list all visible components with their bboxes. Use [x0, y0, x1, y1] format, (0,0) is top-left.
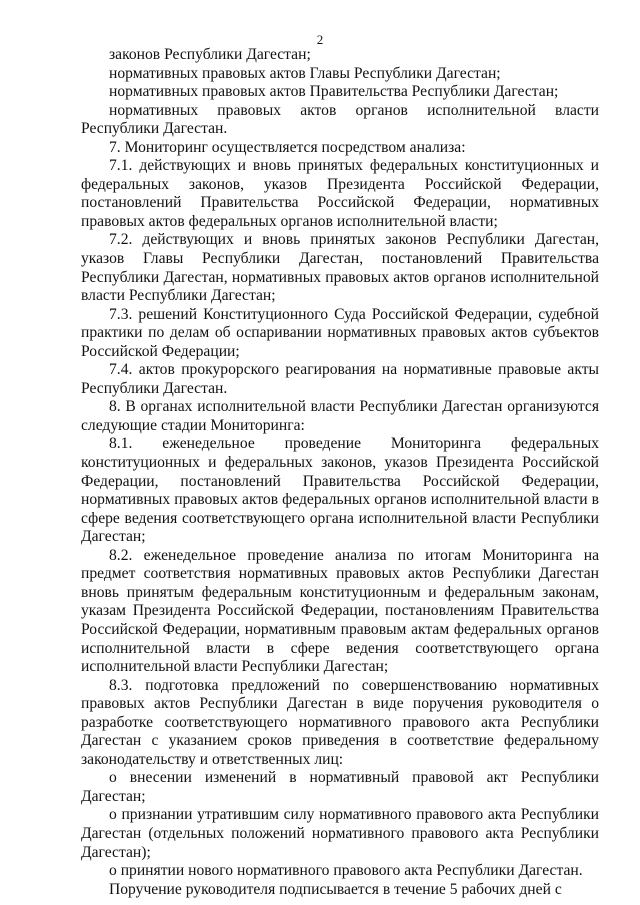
paragraph-amendments: о внесении изменений в нормативный правовой акт Республики Дагестан; — [81, 769, 599, 805]
paragraph-7: 7. Мониторинг осуществляется посредством анализа: — [109, 138, 466, 156]
paragraph-invalidation: о признании утратившим силу нормативного правового акта Республики Дагестан (отдельных положений нормативного правового акта Республики Дагестан); — [81, 806, 599, 861]
paragraph-order-signing: Поручение руководителя подписывается в течение 5 рабочих дней с — [109, 880, 562, 898]
paragraph-8-3: 8.3. подготовка предложений по совершенствованию нормативных правовых актов Республики Дагестан в виде поручения руководителя о разработке соответствующего нормативного правового акта Республики Дагестан с указанием сроков приведения в соответствие федеральному законодательству и ответственных лиц: — [81, 676, 599, 768]
paragraph-8-1: 8.1. еженедельное проведение Мониторинга федеральных конституционных и федеральных законов, указов Президента Российской Федерации, постановлений Правительства Российской Федерации, нормативных правовых актов федеральных органов исполнительной власти в сфере ведения соответствующего органа исполнительной власти Республики Дагестан; — [81, 435, 599, 546]
document-body — [81, 46, 599, 899]
paragraph-7-4: 7.4. актов прокурорского реагирования на нормативные правовые акты Республики Дагестан. — [81, 361, 599, 397]
paragraph-8-2: 8.2. еженедельное проведение анализа по итогам Мониторинга на предмет соответствия нормативных правовых актов Республики Дагестан вновь принятым федеральным конституционным и федеральным законам, указам Президента Российской Федерации, постановлениям Правительства Российской Федерации, нормативным правовым актам федеральных органов исполнительной власти в сфере ведения соответствующего органа исполнительной власти Республики Дагестан; — [81, 546, 599, 676]
paragraph-7-3: 7.3. решений Конституционного Суда Российской Федерации, судебной практики по делам об оспаривании нормативных правовых актов субъектов Российской Федерации; — [81, 305, 599, 360]
page-number: 2 — [316, 32, 324, 47]
paragraph-8: 8. В органах исполнительной власти Республики Дагестан организуются следующие стадии Мониторинга: — [81, 398, 599, 434]
paragraph-acts-head: нормативных правовых актов Главы Республики Дагестан; — [109, 64, 501, 82]
paragraph-7-1: 7.1. действующих и вновь принятых федеральных конституционных и федеральных законов, указов Президента Российской Федерации, постановлений Правительства Российской Федерации, нормативных правовых актов федеральных органов исполнительной власти; — [81, 157, 599, 230]
paragraph-acts-executive: нормативных правовых актов органов исполнительной власти Республики Дагестан. — [81, 101, 599, 138]
paragraph-acts-government: нормативных правовых актов Правительства Республики Дагестан; — [109, 83, 559, 101]
paragraph-7-2: 7.2. действующих и вновь принятых законов Республики Дагестан, указов Главы Республики Дагестан, постановлений Правительства Республики Дагестан, нормативных правовых актов органов исполнительной власти Республики Дагестан; — [81, 231, 599, 305]
paragraph-laws-rd: законов Республики Дагестан; — [109, 46, 311, 63]
paragraph-new-act: о принятии нового нормативного правового акта Республики Дагестан. — [109, 862, 583, 880]
